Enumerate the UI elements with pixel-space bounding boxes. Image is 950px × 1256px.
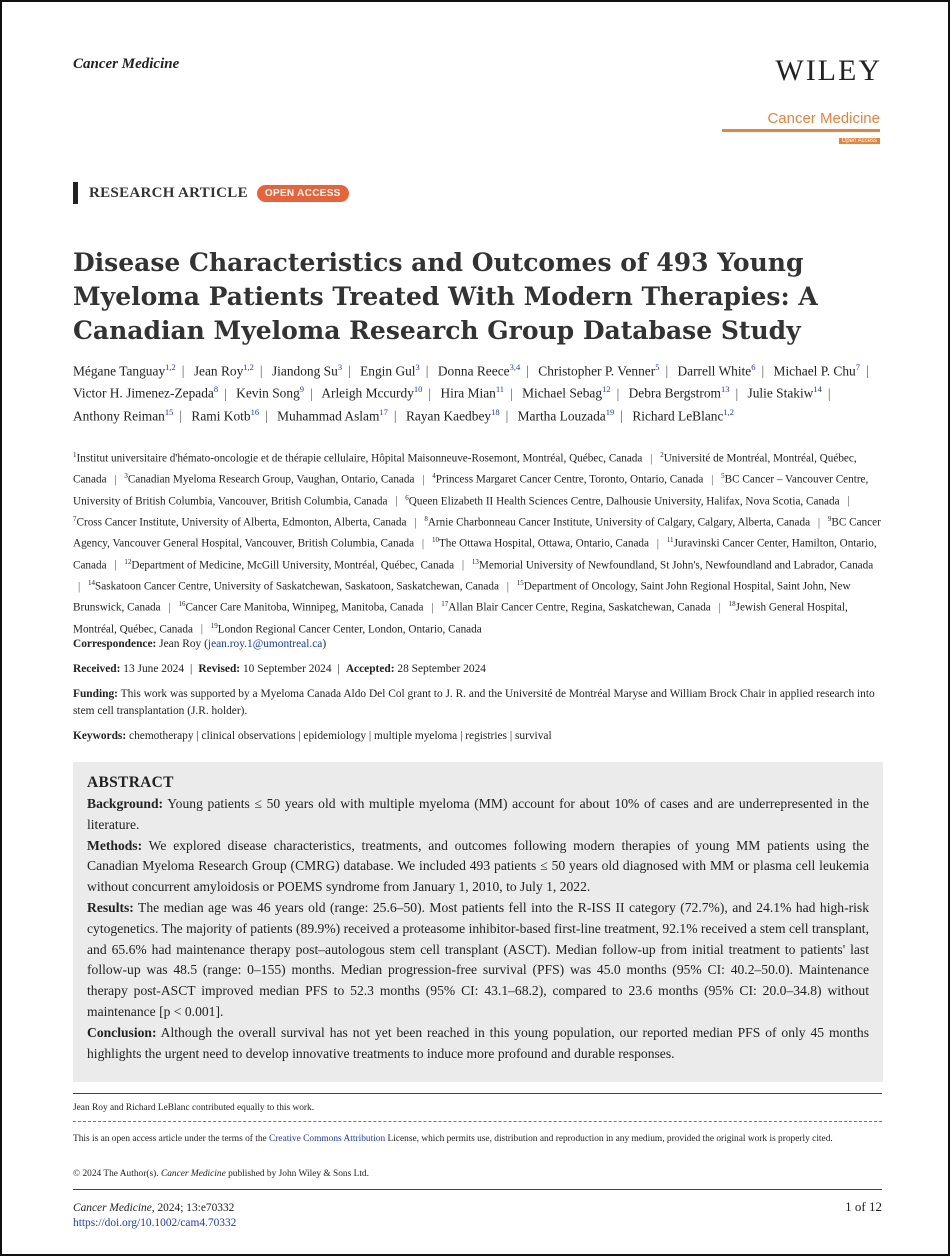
author-name[interactable]: Kevin Song	[236, 385, 300, 401]
author-separator: |	[761, 363, 765, 379]
affiliation-number: 5	[721, 472, 725, 481]
author-name[interactable]: Muhammad Aslam	[277, 408, 380, 424]
author-separator: |	[259, 363, 263, 379]
accepted-date: 28 September 2024	[397, 663, 486, 675]
results-text: The median age was 46 years old (range: 25.6–50). Most patients fell into the R-ISS II category (72.7%), and 24.1% had high-risk cytogenetics. The majority of patients (89.9%) received a proteasome inhibitor-based first-line treatment, 92.1% received a stem cell transplant, and 65.6% had maintenance therapy post–autologous stem cell transplant (ASCT). Median follow-up from initial treatment to patients' last follow-up was 48.5 (range: 0–155) months. Median progression-free survival (PFS) was 45.0 months (95% CI: 40.2–50.0). Maintenance therapy post-ASCT improved median PFS to 52.3 months (95% CI: 43.1–68.2), compared to 23.6 months (95% CI: 20.0–34.8) without maintenance [p < 0.001].	[87, 899, 869, 1019]
author-name[interactable]: Julie Stakiw	[747, 385, 814, 401]
author-name[interactable]: Rayan Kaedbey	[405, 408, 492, 424]
affiliation-number: 1	[73, 451, 77, 459]
affiliation-text: Department of Oncology, Saint John Regional Hospital, Saint John, New Brunswick, Canada	[73, 580, 851, 615]
footer-journal: Cancer Medicine,	[73, 1202, 155, 1214]
author-separator: |	[865, 363, 869, 379]
footer-divider	[73, 1189, 882, 1190]
affiliation-text: Memorial University of Newfoundland, St John's, Newfoundland and Labrador, Canada	[478, 559, 874, 572]
author-affiliation-ref[interactable]: 3	[415, 362, 420, 372]
author-affiliation-ref[interactable]: 8	[213, 384, 219, 395]
revised-label: Revised:	[198, 663, 241, 675]
author-affiliation-ref[interactable]: 1,2	[723, 406, 735, 417]
received-label: Received:	[73, 663, 121, 675]
copyright-note	[73, 1167, 885, 1182]
author-affiliation-ref[interactable]: 12	[602, 384, 611, 395]
license-note	[73, 1132, 885, 1147]
author-name[interactable]: Jean Roy	[193, 363, 244, 379]
affiliation-separator: |	[168, 602, 171, 615]
conclusion-text: Although the overall survival has not yet been reached in this young population, our reported median PFS of only 45 months highlights the urgent need to develop innovative treatments to induce more profound and durable responses.	[87, 1024, 869, 1061]
author-name[interactable]: Martha Louzada	[517, 408, 606, 424]
accepted-label: Accepted:	[345, 663, 395, 675]
affiliation-separator: |	[200, 623, 203, 636]
author-separator: |	[393, 408, 397, 424]
affiliation-number: 16	[178, 600, 186, 609]
affiliation-number: 11	[666, 536, 674, 545]
article-type-row	[73, 182, 349, 204]
funding-label: Funding:	[73, 688, 118, 700]
affiliation-separator: |	[461, 559, 465, 572]
author-separator: |	[505, 408, 509, 424]
affiliation-separator: |	[847, 495, 850, 508]
affiliation-separator: |	[650, 452, 653, 465]
footer-volume: 2024; 13:e70332	[157, 1202, 235, 1214]
background-text: Young patients ≤ 50 years old with multiple myeloma (MM) account for about 10% of cases and are underrepresented in the literature.	[87, 796, 869, 832]
journal-name-header: Cancer Medicine	[73, 56, 180, 72]
equal-contribution-note: Jean Roy and Richard LeBlanc contributed equally to this work.	[73, 1103, 315, 1113]
affiliation-text: Université de Montréal, Montréal, Québec, Canada	[73, 452, 857, 487]
affiliation-separator: |	[78, 580, 81, 593]
author-separator: |	[224, 385, 227, 401]
background-label: Background:	[87, 796, 164, 811]
author-affiliation-ref[interactable]: 13	[720, 384, 730, 395]
author-separator: |	[665, 363, 669, 379]
author-separator: |	[348, 363, 351, 379]
author-list	[73, 358, 885, 425]
correspondence-line: Correspondence: Jean Roy (jean.roy.1@umontreal.ca)	[73, 638, 327, 650]
author-affiliation-ref[interactable]: 3	[337, 362, 343, 372]
footer-citation	[73, 1201, 236, 1231]
affiliation-separator: |	[718, 602, 721, 615]
logo-bar	[722, 129, 880, 132]
author-affiliation-ref[interactable]: 15	[164, 406, 174, 417]
author-name[interactable]: Christopher P. Venner	[538, 363, 656, 379]
author-name[interactable]: Engin Gul	[360, 363, 416, 379]
affiliation-number: 13	[471, 557, 479, 566]
author-separator: |	[620, 408, 623, 424]
author-separator: |	[526, 363, 529, 379]
cancer-medicine-logo[interactable]	[722, 110, 880, 150]
affiliation-separator: |	[395, 495, 398, 508]
affiliation-text: Queen Elizabeth II Health Sciences Centre, Dalhousie University, Halifax, Nova Scotia, Canada	[408, 495, 840, 508]
author-name[interactable]: Michael Sebag	[522, 385, 603, 401]
article-type-marker	[73, 182, 78, 204]
dates-line: Received: 13 June 2024 | Revised: 10 September 2024 | Accepted: 28 September 2024	[73, 663, 486, 675]
author-affiliation-ref[interactable]: 18	[491, 406, 500, 417]
revised-date: 10 September 2024	[242, 663, 332, 675]
funding-statement	[73, 686, 885, 719]
copyright-text-pre: © 2024 The Author(s).	[73, 1169, 159, 1179]
affiliation-number: 14	[88, 578, 96, 587]
abstract-conclusion	[87, 1023, 869, 1065]
creative-commons-link[interactable]: Creative Commons Attribution	[269, 1134, 386, 1144]
author-separator: |	[181, 363, 185, 379]
conclusion-label: Conclusion:	[87, 1024, 157, 1040]
author-name[interactable]: Donna Reece	[437, 363, 510, 379]
copyright-journal: Cancer Medicine	[160, 1169, 226, 1179]
affiliation-text: Juravinski Cancer Center, Hamilton, Ontario, Canada	[73, 538, 877, 572]
cancer-medicine-logo-text: Cancer Medicine	[767, 110, 880, 127]
abstract-methods	[87, 836, 869, 898]
affiliation-text: London Regional Cancer Center, London, Ontario, Canada	[217, 623, 482, 636]
author-name[interactable]: Mégane Tanguay	[73, 363, 166, 379]
author-separator: |	[310, 385, 313, 401]
author-affiliation-ref[interactable]: 16	[250, 406, 260, 417]
author-name[interactable]: Richard LeBlanc	[632, 408, 724, 424]
license-text-post: License, which permits use, distribution and reproduction in any medium, provided the original work is properly cited.	[387, 1134, 833, 1144]
author-name[interactable]: Michael P. Chu	[773, 363, 856, 379]
affiliation-text: BC Cancer – Vancouver Centre, University of British Columbia, Vancouver, British Columbia, Canada	[73, 474, 869, 508]
affiliation-separator: |	[114, 559, 117, 572]
abstract-box	[73, 762, 883, 1082]
open-access-badge: OPEN ACCESS	[257, 185, 349, 202]
doi-link[interactable]: https://doi.org/10.1002/cam4.70332	[73, 1217, 237, 1229]
correspondence-name: Jean Roy	[159, 638, 202, 650]
affiliation-separator: |	[817, 516, 821, 529]
affiliation-number: 9	[827, 514, 832, 523]
affiliation-number: 19	[210, 621, 218, 630]
affiliation-number: 7	[73, 514, 77, 523]
affiliation-number: 2	[660, 451, 664, 459]
author-affiliation-ref[interactable]: 10	[413, 384, 423, 395]
affiliation-separator: |	[711, 474, 714, 487]
affiliation-separator: |	[431, 602, 434, 615]
author-affiliation-ref[interactable]: 3,4	[509, 362, 521, 372]
author-name[interactable]: Rami Kotb	[191, 408, 251, 424]
author-affiliation-ref[interactable]: 11	[495, 384, 505, 395]
affiliation-text: Canadian Myeloma Research Group, Vaughan, Ontario, Canada	[127, 474, 415, 487]
author-name[interactable]: Jiandong Su	[271, 363, 338, 379]
article-type-label: RESEARCH ARTICLE	[89, 184, 248, 201]
affiliation-separator: |	[414, 516, 417, 529]
author-separator: |	[616, 385, 620, 401]
affiliation-number: 18	[728, 600, 736, 609]
affiliation-text: The Ottawa Hospital, Ottawa, Ontario, Canada	[438, 538, 649, 551]
affiliation-text: Institut universitaire d'hémato-oncologie et de thérapie cellulaire, Hôpital Maisonneuve-Rosemont, Montréal, Québec, Canada	[76, 452, 643, 465]
wiley-logo[interactable]: WILEY	[775, 54, 882, 87]
affiliation-number: 3	[124, 472, 128, 481]
results-label: Results:	[87, 899, 134, 915]
methods-text: We explored disease characteristics, treatments, and outcomes following modern therapies of young MM patients using the Canadian Myeloma Research Group (CMRG) database. We included 493 patients ≤ 50 years old diagnosed with MM or plasma cell leukemia without concurrent amyloidosis or POEMS syndrome from January 1, 2010, to July 1, 2022.	[87, 837, 869, 895]
correspondence-label: Correspondence:	[73, 638, 157, 650]
footnote-dashed-divider	[73, 1121, 882, 1122]
author-name[interactable]: Arleigh Mccurdy	[321, 385, 414, 401]
affiliation-separator: |	[506, 580, 509, 593]
author-separator: |	[428, 385, 432, 401]
abstract-background	[87, 794, 869, 836]
affiliation-text: Arnie Charbonneau Cancer Institute, University of Calgary, Calgary, Alberta, Canada	[427, 516, 811, 529]
funding-text: This work was supported by a Myeloma Canada Aldo Del Col grant to J. R. and the Université de Montréal Maryse and William Brock Chair in applied research into stem cell transplantation (J.R. holder).	[73, 688, 875, 717]
page-number: 1 of 12	[845, 1199, 882, 1214]
affiliation-separator: |	[421, 538, 425, 551]
affiliation-text: Princess Margaret Cancer Centre, Toronto, Ontario, Canada	[435, 474, 704, 487]
license-text-pre: This is an open access article under the terms of the	[73, 1134, 267, 1144]
affiliation-separator: |	[422, 474, 425, 487]
correspondence-email-link[interactable]: jean.roy.1@umontreal.ca	[207, 638, 323, 650]
affiliation-number: 8	[424, 514, 428, 523]
author-separator: |	[735, 385, 739, 401]
author-name[interactable]: Darrell White	[677, 363, 752, 379]
copyright-text-post: published by John Wiley & Sons Ltd.	[228, 1169, 369, 1179]
affiliation-number: 10	[431, 536, 439, 545]
author-separator: |	[265, 408, 268, 424]
author-separator: |	[425, 363, 429, 379]
affiliation-number: 15	[516, 578, 524, 587]
affiliation-text: Cancer Care Manitoba, Winnipeg, Manitoba, Canada	[185, 602, 424, 615]
affiliation-number: 17	[441, 600, 449, 609]
affiliation-text: BC Cancer Agency, Vancouver General Hospital, Vancouver, British Columbia, Canada	[73, 516, 881, 551]
affiliation-text: Allan Blair Cancer Centre, Regina, Saskatchewan, Canada	[448, 602, 711, 615]
author-affiliation-ref[interactable]: 17	[379, 406, 388, 417]
affiliation-separator: |	[656, 538, 660, 551]
keywords-line	[73, 728, 885, 745]
open-access-logo-badge: Open Access	[839, 138, 880, 144]
author-affiliation-ref[interactable]: 19	[605, 406, 615, 417]
footnote-divider	[73, 1093, 882, 1094]
author-affiliation-ref[interactable]: 7	[855, 362, 860, 372]
received-date: 13 June 2024	[123, 663, 185, 675]
methods-label: Methods:	[87, 837, 143, 853]
author-separator: |	[510, 385, 513, 401]
author-affiliation-ref[interactable]: 9	[299, 384, 305, 395]
abstract-results	[87, 898, 869, 1023]
author-affiliation-ref[interactable]: 5	[655, 362, 660, 372]
author-separator: |	[179, 408, 183, 424]
affiliation-text: Cross Cancer Institute, University of Alberta, Edmonton, Alberta, Canada	[76, 516, 407, 529]
author-name[interactable]: Anthony Reiman	[73, 408, 165, 424]
author-affiliation-ref[interactable]: 1,2	[243, 362, 254, 372]
affiliation-text: Saskatoon Cancer Centre, University of Saskatchewan, Saskatoon, Saskatchewan, Canada	[95, 580, 499, 593]
author-affiliation-ref[interactable]: 6	[751, 362, 756, 372]
author-name[interactable]: Debra Bergstrom	[628, 385, 721, 401]
author-affiliation-ref[interactable]: 14	[813, 384, 822, 395]
author-affiliation-ref[interactable]: 1,2	[165, 362, 176, 372]
affiliation-text: Jewish General Hospital, Montréal, Québec, Canada	[73, 602, 848, 636]
keywords-text: chemotherapy | clinical observations | epidemiology | multiple myeloma | registries | survival	[129, 730, 552, 742]
affiliation-list	[73, 447, 885, 639]
author-name[interactable]: Victor H. Jimenez-Zepada	[73, 385, 214, 401]
affiliation-number: 6	[405, 493, 409, 502]
abstract-heading: ABSTRACT	[87, 774, 174, 791]
keywords-label: Keywords:	[73, 730, 127, 742]
article-title: Disease Characteristics and Outcomes of 493 Young Myeloma Patients Treated With Modern Therapies: A Canadian Myeloma Research Group Database Study	[73, 248, 818, 345]
author-separator: |	[827, 385, 831, 401]
affiliation-text: Department of Medicine, McGill University, Montréal, Québec, Canada	[131, 559, 455, 572]
author-name[interactable]: Hira Mian	[440, 385, 496, 401]
affiliation-number: 4	[432, 472, 436, 481]
affiliation-separator: |	[114, 474, 117, 487]
affiliation-number: 12	[124, 557, 132, 566]
